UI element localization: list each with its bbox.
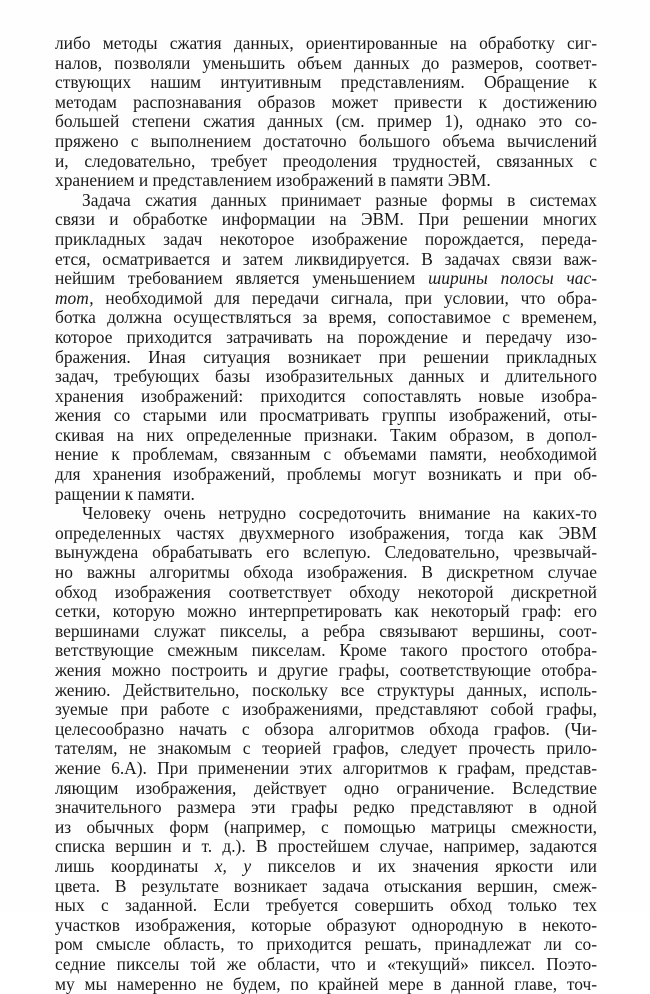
text-line	[55, 426, 597, 446]
text-run: которое приходится затрачивать на порождение и передачу изо-	[55, 327, 597, 347]
text-run: жения можно построить и другие графы, соответствующие отобра-	[55, 660, 597, 680]
text-run: и, следовательно, требует преодоления трудностей, связанных с	[55, 151, 597, 171]
text-run: нейшим требованием является уменьшением	[55, 268, 428, 288]
text-line	[55, 524, 597, 544]
text-line	[55, 152, 597, 172]
text-run: обход изображения соответствует обходу некоторой дискретной	[55, 582, 597, 602]
text-run: ляющим изображения, действует одно ограничение. Вследствие	[55, 778, 597, 798]
text-line	[55, 837, 597, 857]
text-line	[55, 818, 597, 838]
text-run: методам распознавания образов может привести к достижению	[55, 92, 597, 112]
text-run: сетки, которую можно интерпретировать как некоторый граф: его	[55, 601, 597, 621]
text-run: тателям, не знакомым с теорией графов, следует прочесть прило-	[55, 738, 597, 758]
text-line	[55, 230, 597, 250]
text-run: жения со старыми или просматривать группы изображений, оты-	[55, 405, 597, 425]
text-line	[55, 779, 597, 799]
text-line	[55, 308, 597, 328]
text-line	[55, 641, 597, 661]
text-run: связи и обработке информации на ЭВМ. При решении многих	[55, 209, 597, 229]
text-line	[55, 445, 597, 465]
text-run: для хранения изображений, проблемы могут возникать и при об-	[55, 464, 597, 484]
text-line	[55, 112, 597, 132]
text-line	[55, 857, 597, 877]
text-line	[55, 269, 597, 289]
text-line	[55, 955, 597, 975]
paragraph	[55, 504, 597, 994]
text-run: ствующих нашим интуитивным представлениям. Обращение к	[55, 72, 597, 92]
text-line	[55, 583, 597, 603]
text-line	[55, 73, 597, 93]
text-line	[55, 34, 597, 54]
text-line	[55, 563, 597, 583]
text-line	[55, 289, 597, 309]
text-run: ных с заданной. Если требуется совершить обход только тех	[55, 895, 597, 915]
text-run: значительного размера эти графы редко представляют в одной	[55, 797, 597, 817]
text-run: пряжено с выполнением достаточно большого объема вычислений	[55, 131, 597, 151]
text-run: вынуждена обрабатывать его вслепую. Следовательно, чрезвычай-	[55, 542, 597, 562]
text-run: ется, осматривается и затем ликвидируется. В задачах связи важ-	[55, 249, 597, 269]
text-run: ветствующие смежным пикселам. Кроме такого простого отобра-	[55, 640, 597, 660]
text-run: ботка должна осуществляться за время, сопоставимое с временем,	[55, 307, 597, 327]
text-run: бражения. Иная ситуация возникает при решении прикладных	[55, 347, 597, 367]
text-run: необходимой для передачи сигнала, при условии, что обра-	[94, 288, 597, 308]
text-run: прикладных задач некоторое изображение порождается, переда-	[55, 229, 597, 249]
text-run: цвета. В результате возникает задача отыскания вершин, смеж-	[55, 876, 597, 896]
text-run: нение к проблемам, связанным с объемами памяти, необходимой	[55, 444, 597, 464]
text-line	[55, 367, 597, 387]
text-run: Человеку очень нетрудно сосредоточить внимание на каких-то	[82, 503, 597, 523]
text-line	[55, 348, 597, 368]
text-run: зуемые при работе с изображениями, представляют собой графы,	[55, 699, 597, 719]
text-run: из обычных форм (например, с помощью матрицы смежности,	[55, 817, 597, 837]
text-run: определенных частях двухмерного изображения, тогда как ЭВМ	[55, 523, 597, 543]
text-line	[55, 387, 597, 407]
text-line	[55, 916, 597, 936]
text-line	[55, 700, 597, 720]
text-line	[55, 602, 597, 622]
text-run: целесообразно начать с обзора алгоритмов обхода графов. (Чи-	[55, 719, 597, 739]
text-line	[55, 975, 597, 994]
body-text	[55, 34, 597, 994]
text-run: списка вершин и т. д.). В простейшем случае, например, задаются	[55, 836, 597, 856]
text-line	[55, 328, 597, 348]
text-run: налов, позволяли уменьшить объем данных до размеров, соответ-	[55, 53, 597, 73]
text-run: жение 6.А). При применении этих алгоритмов к графам, представ-	[55, 758, 597, 778]
text-line	[55, 543, 597, 563]
text-line	[55, 504, 597, 524]
text-line	[55, 759, 597, 779]
text-line	[55, 877, 597, 897]
italic-text: x, y	[215, 856, 251, 876]
text-run: хранением и представлением изображений в памяти ЭВМ.	[55, 170, 491, 190]
text-line	[55, 132, 597, 152]
text-line	[55, 622, 597, 642]
text-line	[55, 406, 597, 426]
text-run: хранения изображений: приходится сопоставлять новые изобра-	[55, 386, 597, 406]
text-run: пикселов и их значения яркости или	[251, 856, 597, 876]
text-run: лишь координаты	[55, 856, 215, 876]
paragraph	[55, 34, 597, 191]
text-line	[55, 93, 597, 113]
text-line	[55, 485, 597, 505]
text-run: ром смысле область, то приходится решать, принадлежат ли со-	[55, 934, 597, 954]
text-run: большей степени сжатия данных (см. пример 1), однако это со-	[55, 111, 597, 131]
text-run: Задача сжатия данных принимает разные формы в системах	[82, 190, 597, 210]
text-run: вершинами служат пикселы, а ребра связывают вершины, соот-	[55, 621, 597, 641]
text-line	[55, 661, 597, 681]
text-run: ращении к памяти.	[55, 484, 195, 504]
text-line	[55, 720, 597, 740]
text-run: скивая на них определенные признаки. Таким образом, в допол-	[55, 425, 597, 445]
text-run: либо методы сжатия данных, ориентированные на обработку сиг-	[55, 33, 597, 53]
text-line	[55, 171, 597, 191]
text-line	[55, 935, 597, 955]
text-line	[55, 465, 597, 485]
text-line	[55, 798, 597, 818]
text-run: седние пикселы той же области, что и «текущий» пиксел. Поэто-	[55, 954, 597, 974]
italic-text: тот,	[55, 288, 94, 308]
text-run: участков изображения, которые образуют однородную в некото-	[55, 915, 597, 935]
italic-text: ширины полосы час-	[428, 268, 597, 288]
text-line	[55, 191, 597, 211]
text-line	[55, 739, 597, 759]
text-run: му мы намеренно не будем, по крайней мере в данной главе, точ-	[55, 974, 597, 994]
paragraph	[55, 191, 597, 505]
text-line	[55, 210, 597, 230]
text-line	[55, 250, 597, 270]
text-line	[55, 681, 597, 701]
text-run: жению. Действительно, поскольку все структуры данных, исполь-	[55, 680, 597, 700]
text-line	[55, 54, 597, 74]
text-run: задач, требующих базы изобразительных данных и длительного	[55, 366, 597, 386]
text-run: но важны алгоритмы обхода изображения. В дискретном случае	[55, 562, 597, 582]
